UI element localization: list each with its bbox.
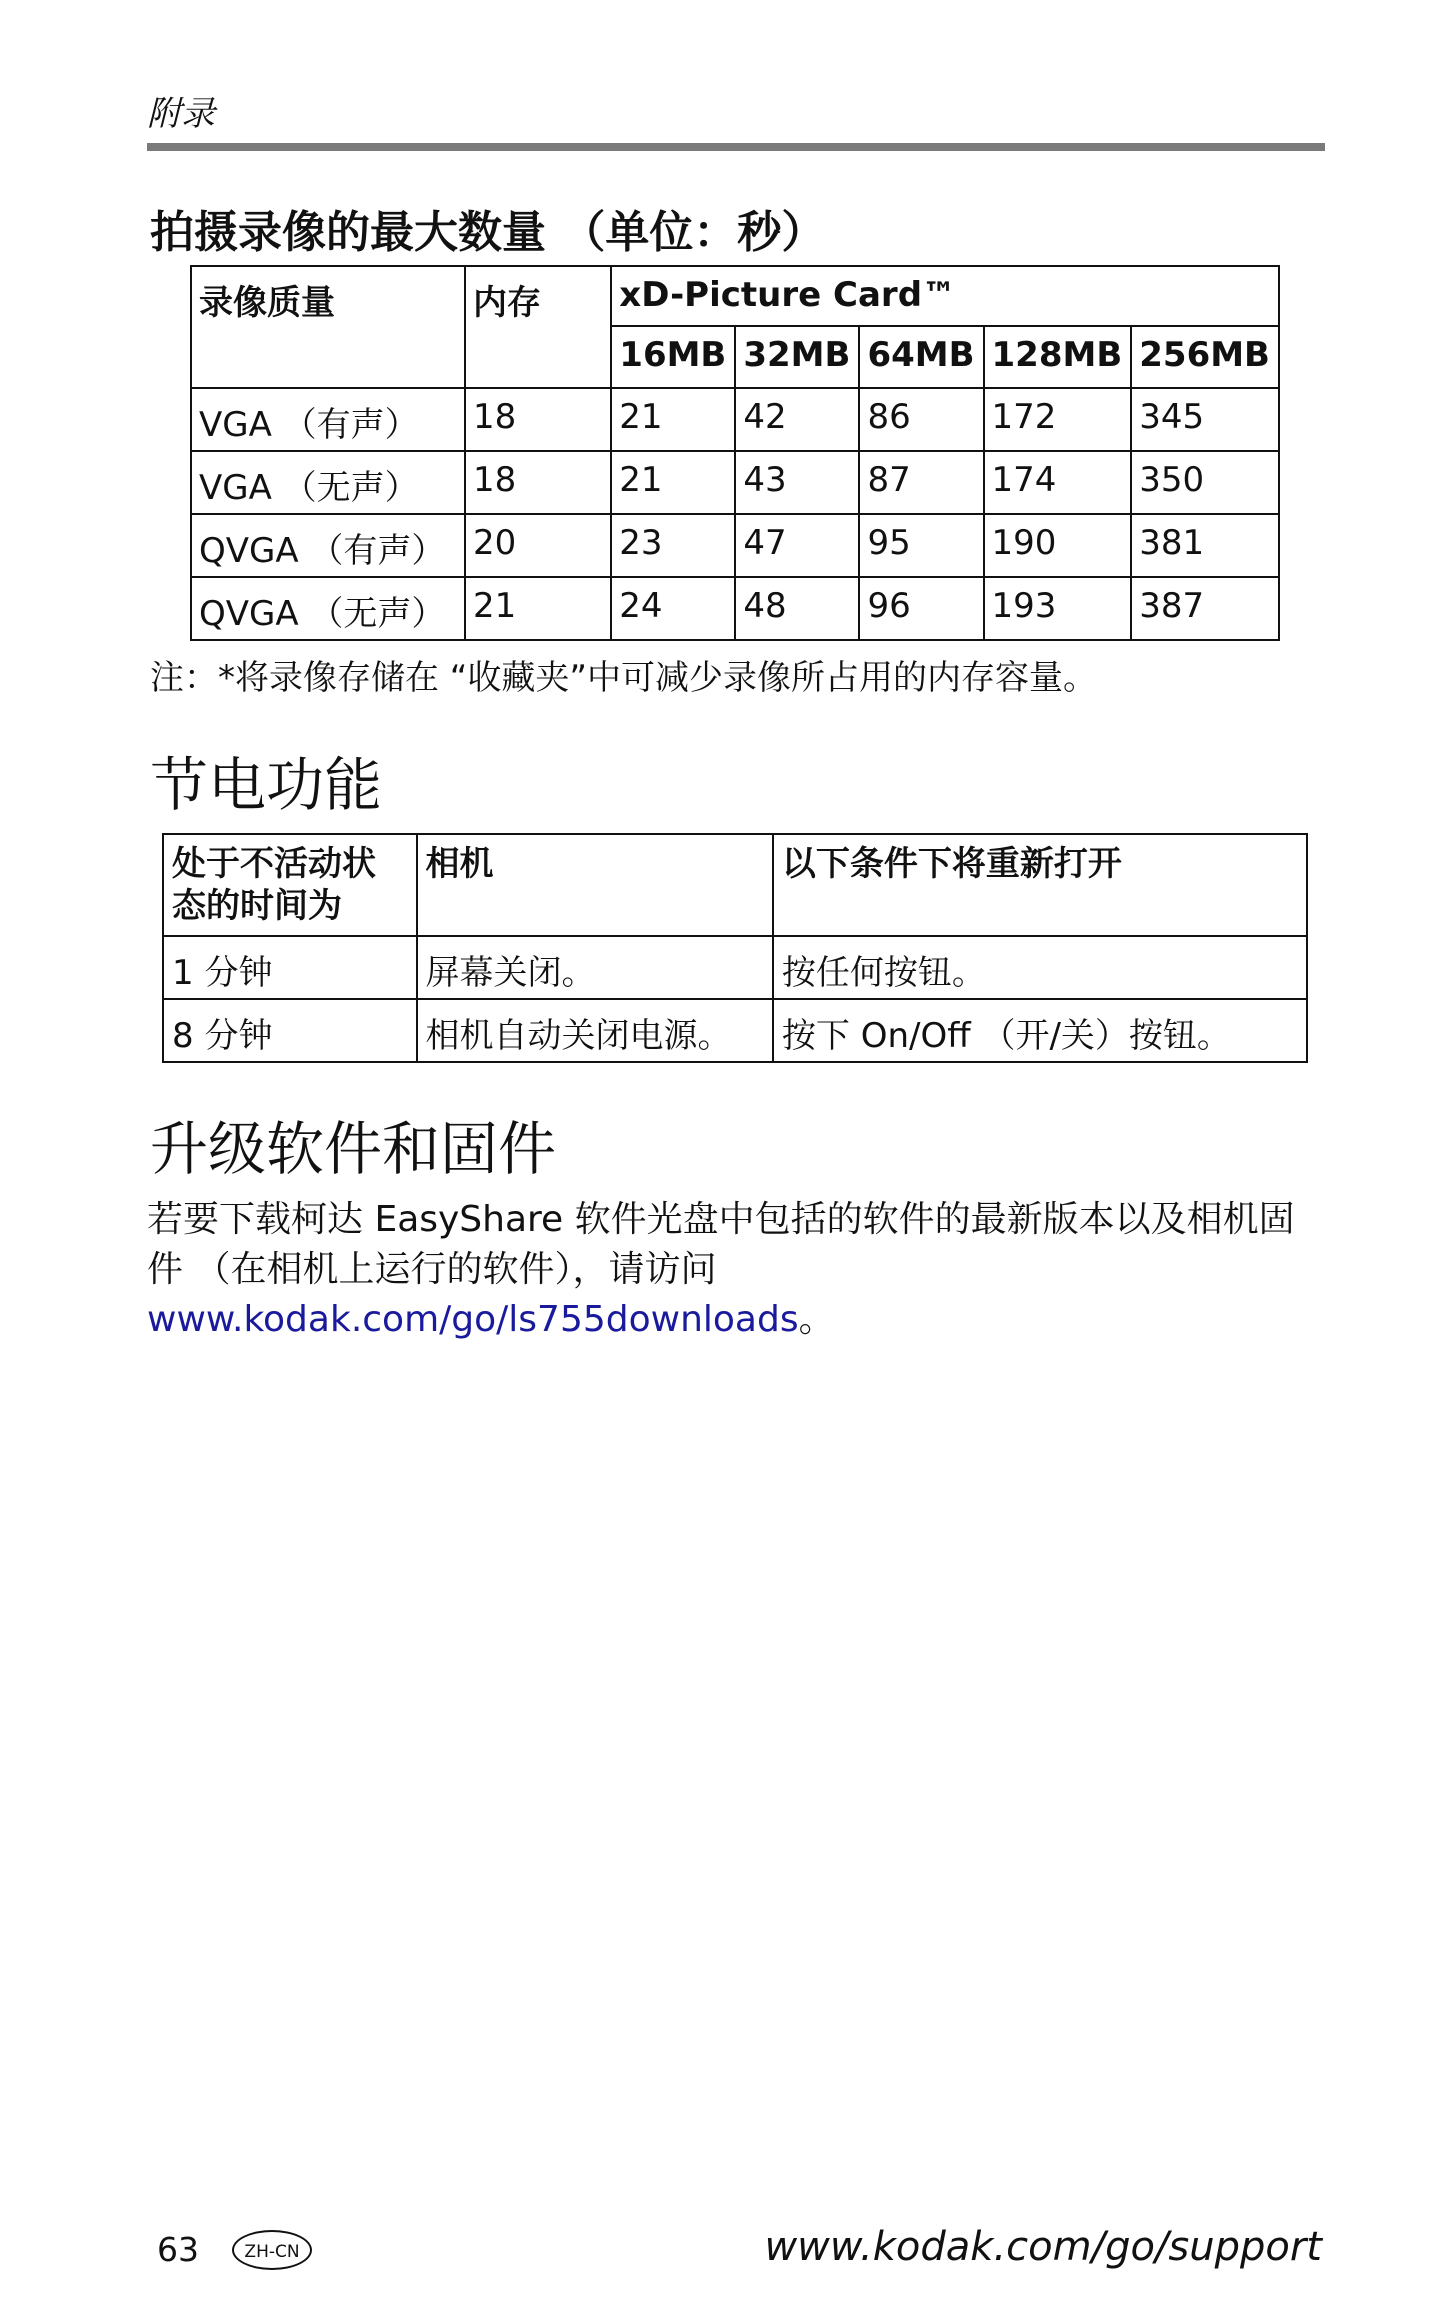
upgrade-section-title: 升级软件和固件 [150, 1115, 557, 1183]
locale-badge: ZH-CN [232, 2230, 312, 2270]
upgrade-paragraph [147, 1195, 1327, 1345]
inactive-time-cell: 1 分钟 [163, 936, 417, 999]
value-cell: 350 [1131, 451, 1279, 514]
card-size-header: 32MB [735, 326, 859, 388]
video-section-title: 拍摄录像的最大数量 （单位：秒） [150, 207, 826, 258]
camera-action-cell: 屏幕关闭。 [417, 936, 773, 999]
value-cell: 87 [859, 451, 983, 514]
table-row [191, 388, 1279, 451]
value-cell: 174 [984, 451, 1132, 514]
memory-cell: 21 [465, 577, 611, 640]
table-row [163, 999, 1307, 1062]
value-cell: 193 [984, 577, 1132, 640]
value-cell: 95 [859, 514, 983, 577]
downloads-link[interactable]: www.kodak.com/go/ls755downloads [147, 1299, 799, 1340]
quality-cell: QVGA （有声） [191, 514, 465, 577]
camera-action-cell: 相机自动关闭电源。 [417, 999, 773, 1062]
value-cell: 47 [735, 514, 859, 577]
memory-cell: 18 [465, 451, 611, 514]
quality-cell: VGA （无声） [191, 451, 465, 514]
table-row [191, 577, 1279, 640]
memory-cell: 18 [465, 388, 611, 451]
value-cell: 190 [984, 514, 1132, 577]
quality-cell: VGA （有声） [191, 388, 465, 451]
value-cell: 43 [735, 451, 859, 514]
col-header-card: xD-Picture Card™ [611, 266, 1279, 326]
table-row [191, 451, 1279, 514]
value-cell: 96 [859, 577, 983, 640]
value-cell: 172 [984, 388, 1132, 451]
value-cell: 387 [1131, 577, 1279, 640]
header-rule [147, 143, 1325, 151]
table-header-row [163, 834, 1307, 936]
value-cell: 48 [735, 577, 859, 640]
video-table-note: 注：*将录像存储在 “收藏夹”中可减少录像所占用的内存容量。 [150, 658, 1098, 698]
col-header-inactive-time: 处于不活动状态的时间为 [163, 834, 417, 936]
col-header-memory: 内存 [465, 266, 611, 388]
page-header-title: 附录 [147, 94, 215, 134]
support-url[interactable]: www.kodak.com/go/support [764, 2224, 1322, 2270]
col-header-wake-condition: 以下条件下将重新打开 [773, 834, 1307, 936]
value-cell: 381 [1131, 514, 1279, 577]
value-cell: 86 [859, 388, 983, 451]
wake-condition-cell: 按下 On/Off （开/关）按钮。 [773, 999, 1307, 1062]
value-cell: 21 [611, 388, 735, 451]
value-cell: 23 [611, 514, 735, 577]
value-cell: 21 [611, 451, 735, 514]
col-header-camera: 相机 [417, 834, 773, 936]
table-row [163, 936, 1307, 999]
card-size-header: 64MB [859, 326, 983, 388]
value-cell: 24 [611, 577, 735, 640]
video-capacity-table [190, 265, 1280, 641]
value-cell: 42 [735, 388, 859, 451]
card-size-header: 128MB [984, 326, 1132, 388]
wake-condition-cell: 按任何按钮。 [773, 936, 1307, 999]
upgrade-paragraph-text: 若要下载柯达 EasyShare 软件光盘中包括的软件的最新版本以及相机固件 （在相机上运行的软件），请访问 [147, 1199, 1295, 1290]
quality-cell: QVGA （无声） [191, 577, 465, 640]
card-size-header: 256MB [1131, 326, 1279, 388]
power-section-title: 节电功能 [150, 751, 383, 819]
link-suffix: 。 [798, 1299, 835, 1340]
inactive-time-cell: 8 分钟 [163, 999, 417, 1062]
page-number: 63 [157, 2230, 199, 2269]
memory-cell: 20 [465, 514, 611, 577]
col-header-quality: 录像质量 [191, 266, 465, 388]
card-size-header: 16MB [611, 326, 735, 388]
value-cell: 345 [1131, 388, 1279, 451]
table-row [191, 514, 1279, 577]
power-saving-table [162, 833, 1308, 1063]
